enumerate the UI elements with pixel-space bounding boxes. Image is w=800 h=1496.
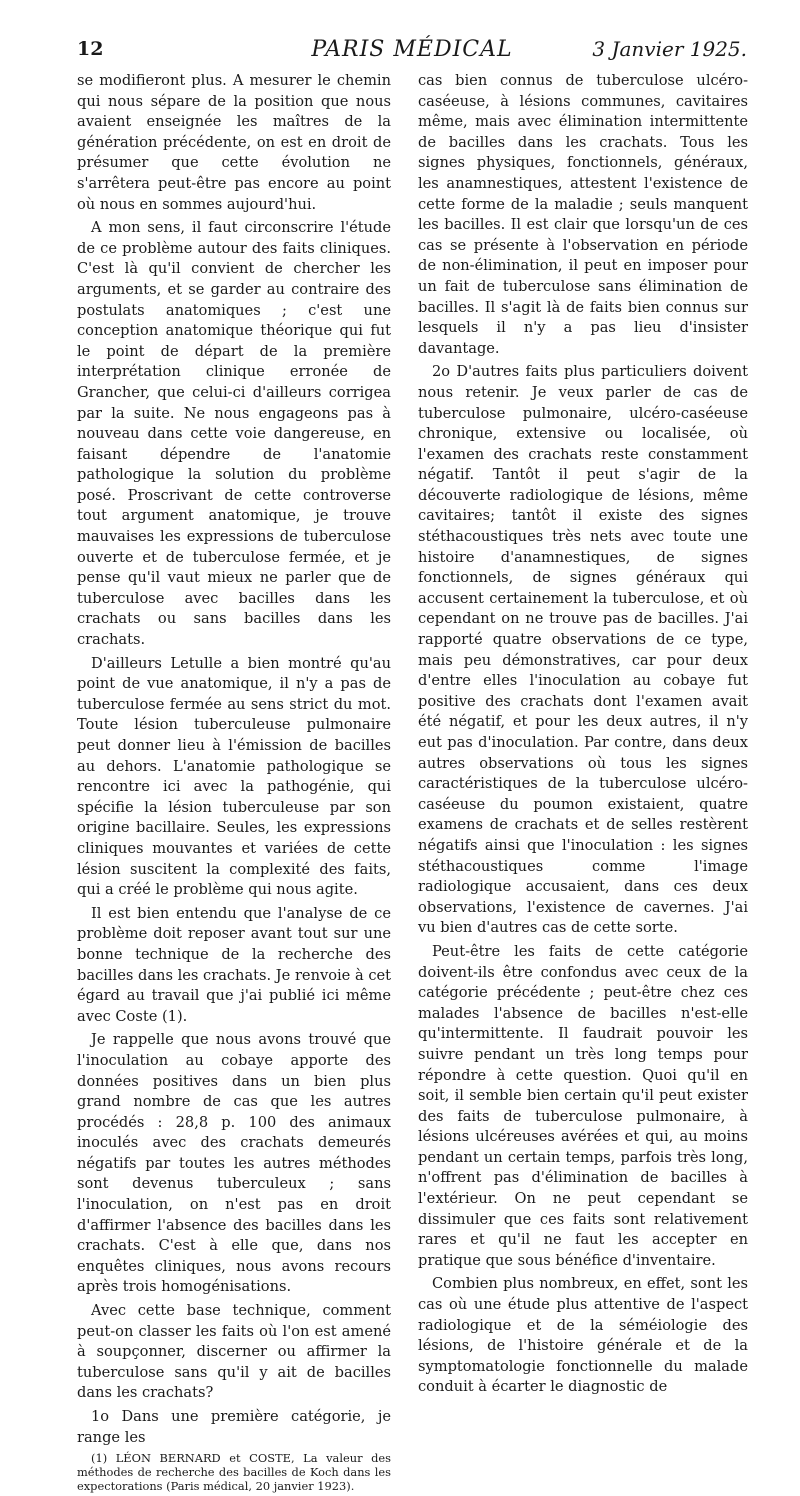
paragraph: cas bien connus de tuberculose ulcéro-caséeuse, à lésions communes, cavitaires même, mais avec élimination intermittente de bacilles dans les crachats. Tous les signes physiques, fonctionnels, généraux, les anamnestiques, attestent l'existence de cette forme de la maladie ; seuls manquent les bacilles. Il est clair que lorsqu'un de ces cas se présente à l'observation en période de non-élimination, il peut en imposer pour un fait de tuberculose sans élimination de bacilles. Il s'agit là de faits bien connus sur lesquels il n'y a pas lieu d'insister davantage. — [418, 72, 748, 357]
paragraph: A mon sens, il faut circonscrire l'étude de ce problème autour des faits cliniques. C'est là qu'il convient de chercher les arguments, et se garder au contraire des postulats anatomiques ; c'est une conception anatomique théorique qui fut le point de départ de la première interprétation clinique erronée de Grancher, que celui-ci d'ailleurs corrigea par la suite. Ne nous engageons pas à nouveau dans cette voie dangereuse, en faisant dépendre de l'anatomie pathologique la solution du problème posé. Proscrivant de cette controverse tout argument anatomique, je trouve mauvaises les expressions de tuberculose ouverte et de tuberculose fermée, et je pense qu'il vaut mieux ne parler que de tuberculose avec bacilles dans les crachats ou sans bacilles dans les crachats. — [77, 219, 391, 649]
footnote: (1) LÉON BERNARD et COSTE, La valeur des méthodes de recherche des bacilles de Koch dans les expectorations (Paris médical, 20 janvier 1923). — [77, 1451, 391, 1494]
paragraph: 2o D'autres faits plus particuliers doivent nous retenir. Je veux parler de cas de tuberculose pulmonaire, ulcéro-caséeuse chronique, extensive ou localisée, où l'examen des crachats reste constamment négatif. Tantôt il peut s'agir de la découverte radiologique de lésions, même cavitaires; tantôt il existe des signes stéthacoustiques très nets avec toute une histoire d'anamnestiques, de signes fonctionnels, de signes généraux qui accusent certainement la tuberculose, et où cependant on ne trouve pas de bacilles. J'ai rapporté quatre observations de ce type, mais peu démonstratives, car pour deux d'entre elles l'inoculation au cobaye fut positive des crachats dont l'examen avait été négatif, et pour les deux autres, il n'y eut pas d'inoculation. Par contre, dans deux autres observations où tous les signes caractéristiques de la tuberculose ulcéro-caséeuse du poumon existaient, quatre examens de crachats et de selles restèrent négatifs ainsi que l'inoculation : les signes stéthacoustiques comme l'image radiologique accusaient, dans ces deux observations, l'existence de cavernes. J'ai vu bien d'autres cas de cette sorte. — [418, 363, 748, 937]
paragraph: Je rappelle que nous avons trouvé que l'inoculation au cobaye apporte des données positives dans un bien plus grand nombre de cas que les autres procédés : 28,8 p. 100 des animaux inoculés avec des crachats demeurés négatifs par toutes les autres méthodes sont devenus tuberculeux ; sans l'inoculation, on n'est pas en droit d'affirmer l'absence des bacilles dans les crachats. C'est à elle que, dans nos enquêtes cliniques, nous avons recours après trois homogénisations. — [77, 1031, 391, 1296]
paragraph: D'ailleurs Letulle a bien montré qu'au point de vue anatomique, il n'y a pas de tuberculose fermée au sens strict du mot. Toute lésion tuberculeuse pulmonaire peut donner lieu à l'émission de bacilles au dehors. L'anatomie pathologique se rencontre ici avec la pathogénie, qui spécifie la lésion tuberculeuse par son origine bacillaire. Seules, les expressions cliniques mouvantes et variées de cette lésion suscitent la complexité des faits, qui a créé le problème qui nous agite. — [77, 654, 391, 899]
paragraph: Il est bien entendu que l'analyse de ce problème doit reposer avant tout sur une bonne technique de la recherche des bacilles dans les crachats. Je renvoie à cet égard au travail que j'ai publié ici même avec Coste (1). — [77, 904, 391, 1025]
paragraph: Peut-être les faits de cette catégorie doivent-ils être confondus avec ceux de la catégorie précédente ; peut-être chez ces malades l'absence de bacilles n'est-elle qu'intermittente. Il faudrait pouvoir les suivre pendant un très long temps pour répondre à cette question. Quoi qu'il en soit, il semble bien certain qu'il peut exister des faits de tuberculose pulmonaire, à lésions ulcéreuses avérées et qui, au moins pendant un certain temps, parfois très long, n'offrent pas d'élimination de bacilles à l'extérieur. On ne peut cependant se dissimuler que ces faits sont relativement rares et qu'il ne faut les accepter en pratique que sous bénéfice d'inventaire. — [418, 942, 748, 1269]
issue-date: 3 Janvier 1925. — [592, 37, 747, 61]
left-column — [77, 71, 391, 1496]
paragraph: se modifieront plus. A mesurer le chemin qui nous sépare de la position que nous avaient enseignée les maîtres de la génération précédente, on est en droit de présumer que cette évolution ne s'arrêtera peut-être pas encore au point où nous en sommes aujourd'hui. — [77, 72, 391, 213]
page-header — [77, 38, 747, 70]
paragraph: Avec cette base technique, comment peut-on classer les faits où l'on est amené à soupçonner, discerner ou affirmer la tuberculose sans qu'il y ait de bacilles dans les crachats? — [77, 1302, 391, 1402]
page-number: 12 — [77, 38, 104, 60]
journal-title: PARIS MÉDICAL — [311, 37, 513, 62]
paragraph: 1o Dans une première catégorie, je range les — [77, 1408, 391, 1446]
right-column — [418, 71, 748, 1401]
paragraph: Combien plus nombreux, en effet, sont les cas où une étude plus attentive de l'aspect radiologique et de la séméiologie des lésions, de l'histoire générale et de la symptomatologie fonctionnelle du malade conduit à écarter le diagnostic de — [418, 1275, 748, 1396]
